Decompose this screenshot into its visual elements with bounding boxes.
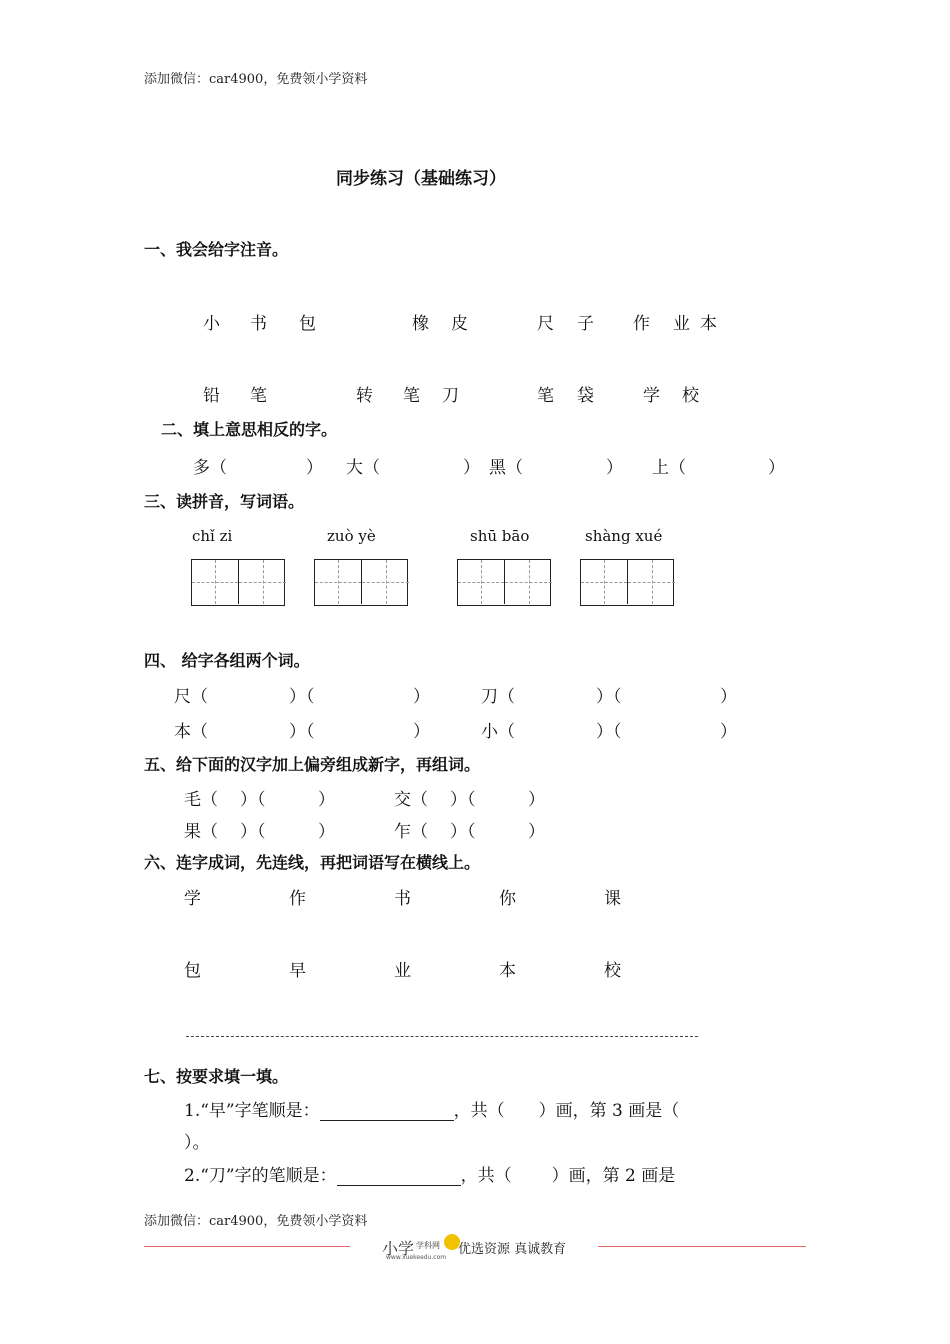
radical-close: ） bbox=[318, 822, 335, 842]
writing-grid[interactable] bbox=[457, 559, 551, 606]
link-char[interactable]: 你 bbox=[499, 889, 516, 909]
char: 笔 bbox=[403, 386, 420, 406]
section-2-heading: 二、填上意思相反的字。 bbox=[161, 420, 338, 439]
q2-prompt: 2.“刀”字的笔顺是： bbox=[184, 1166, 337, 1186]
antonym-close: ） bbox=[463, 458, 480, 478]
radical-mid: ）（ bbox=[450, 822, 476, 842]
word-open: 刀（ bbox=[481, 687, 515, 707]
antonym-close: ） bbox=[606, 458, 623, 478]
pinyin: chǐ zi bbox=[192, 527, 233, 545]
link-char[interactable]: 业 bbox=[394, 961, 411, 981]
radical-open: 乍（ bbox=[394, 822, 428, 842]
char: 笔 bbox=[250, 386, 267, 406]
link-char[interactable]: 作 bbox=[289, 889, 306, 909]
logo-small: 学科网 bbox=[416, 1241, 440, 1250]
section-3-heading: 三、读拼音，写词语。 bbox=[144, 492, 305, 511]
link-char[interactable]: 包 bbox=[184, 961, 201, 981]
q2-stroke: ）画，第 2 画是 bbox=[551, 1166, 676, 1186]
q1-blank[interactable] bbox=[320, 1102, 454, 1121]
radical-mid: ）（ bbox=[450, 790, 476, 810]
section-4-heading: 四、 给字各组两个词。 bbox=[144, 651, 310, 670]
char: 书 bbox=[250, 314, 267, 334]
footer-divider-left bbox=[144, 1246, 350, 1247]
radical-open: 果（ bbox=[184, 822, 218, 842]
antonym-open: 大（ bbox=[346, 458, 380, 478]
section-7-heading: 七、按要求填一填。 bbox=[144, 1067, 289, 1086]
char: 包 bbox=[299, 314, 316, 334]
word-open: 本（ bbox=[174, 722, 208, 742]
link-char[interactable]: 学 bbox=[184, 889, 201, 909]
char: 橡 bbox=[412, 314, 429, 334]
word-mid: ）（ bbox=[289, 722, 315, 742]
word-open: 小（ bbox=[481, 722, 515, 742]
char: 铅 bbox=[203, 386, 220, 406]
pinyin: shū bāo bbox=[470, 527, 530, 545]
site-logo bbox=[378, 1232, 588, 1262]
radical-open: 毛（ bbox=[184, 790, 218, 810]
section-1-heading: 一、我会给字注音。 bbox=[144, 240, 289, 259]
radical-close: ） bbox=[528, 790, 545, 810]
question-1 bbox=[184, 1096, 679, 1121]
logo-main: 小学 bbox=[382, 1239, 415, 1258]
word-close: ） bbox=[413, 722, 430, 742]
header-note: 添加微信：car4900，免费领小学资料 bbox=[144, 72, 368, 87]
word-mid: ）（ bbox=[596, 722, 622, 742]
pinyin: zuò yè bbox=[327, 527, 376, 545]
word-close: ） bbox=[720, 722, 737, 742]
radical-open: 交（ bbox=[394, 790, 428, 810]
radical-mid: ）（ bbox=[240, 790, 266, 810]
q2-count: ，共（ bbox=[460, 1166, 512, 1186]
char: 校 bbox=[682, 386, 699, 406]
word-close: ） bbox=[413, 687, 430, 707]
char: 转 bbox=[356, 386, 373, 406]
link-char[interactable]: 课 bbox=[604, 889, 621, 909]
writing-grid[interactable] bbox=[314, 559, 408, 606]
question-2 bbox=[184, 1161, 675, 1186]
antonym-close: ） bbox=[768, 458, 785, 478]
link-char[interactable]: 书 bbox=[394, 889, 411, 909]
q2-blank[interactable] bbox=[337, 1167, 461, 1186]
q1-end: ）。 bbox=[184, 1133, 210, 1153]
char: 笔 bbox=[537, 386, 554, 406]
answer-line[interactable] bbox=[186, 1036, 698, 1037]
char: 小 bbox=[203, 314, 220, 334]
word-open: 尺（ bbox=[174, 687, 208, 707]
radical-close: ） bbox=[528, 822, 545, 842]
char: 业 bbox=[673, 314, 690, 334]
char: 刀 bbox=[442, 386, 459, 406]
char: 袋 bbox=[577, 386, 594, 406]
q1-stroke: ）画，第 3 画是（ bbox=[538, 1101, 680, 1121]
word-mid: ）（ bbox=[596, 687, 622, 707]
char: 作 bbox=[633, 314, 650, 334]
logo-slogan: 优选资源 真诚教育 bbox=[458, 1242, 567, 1257]
section-6-heading: 六、连字成词，先连线，再把词语写在横线上。 bbox=[144, 853, 481, 872]
char: 尺 bbox=[537, 314, 554, 334]
char: 子 bbox=[577, 314, 594, 334]
antonym-open: 多（ bbox=[193, 458, 227, 478]
link-char[interactable]: 本 bbox=[499, 961, 516, 981]
writing-grid[interactable] bbox=[580, 559, 674, 606]
radical-close: ） bbox=[318, 790, 335, 810]
link-char[interactable]: 早 bbox=[289, 961, 306, 981]
link-char[interactable]: 校 bbox=[604, 961, 621, 981]
q1-count: ，共（ bbox=[453, 1101, 505, 1121]
char: 皮 bbox=[451, 314, 468, 334]
section-5-heading: 五、给下面的汉字加上偏旁组成新字，再组词。 bbox=[144, 755, 481, 774]
antonym-open: 上（ bbox=[652, 458, 686, 478]
word-mid: ）（ bbox=[289, 687, 315, 707]
q1-prompt: 1.“早”字笔顺是： bbox=[184, 1101, 320, 1121]
word-close: ） bbox=[720, 687, 737, 707]
char: 本 bbox=[700, 314, 717, 334]
radical-mid: ）（ bbox=[240, 822, 266, 842]
page-title: 同步练习（基础练习） bbox=[336, 169, 506, 189]
writing-grid[interactable] bbox=[191, 559, 285, 606]
antonym-open: 黑（ bbox=[489, 458, 523, 478]
char: 学 bbox=[643, 386, 660, 406]
antonym-close: ） bbox=[306, 458, 323, 478]
logo-url: www.xuekeedu.com bbox=[386, 1254, 447, 1261]
footer-divider-right bbox=[598, 1246, 806, 1247]
pinyin: shàng xué bbox=[585, 527, 663, 545]
footer-note: 添加微信：car4900，免费领小学资料 bbox=[144, 1214, 368, 1229]
